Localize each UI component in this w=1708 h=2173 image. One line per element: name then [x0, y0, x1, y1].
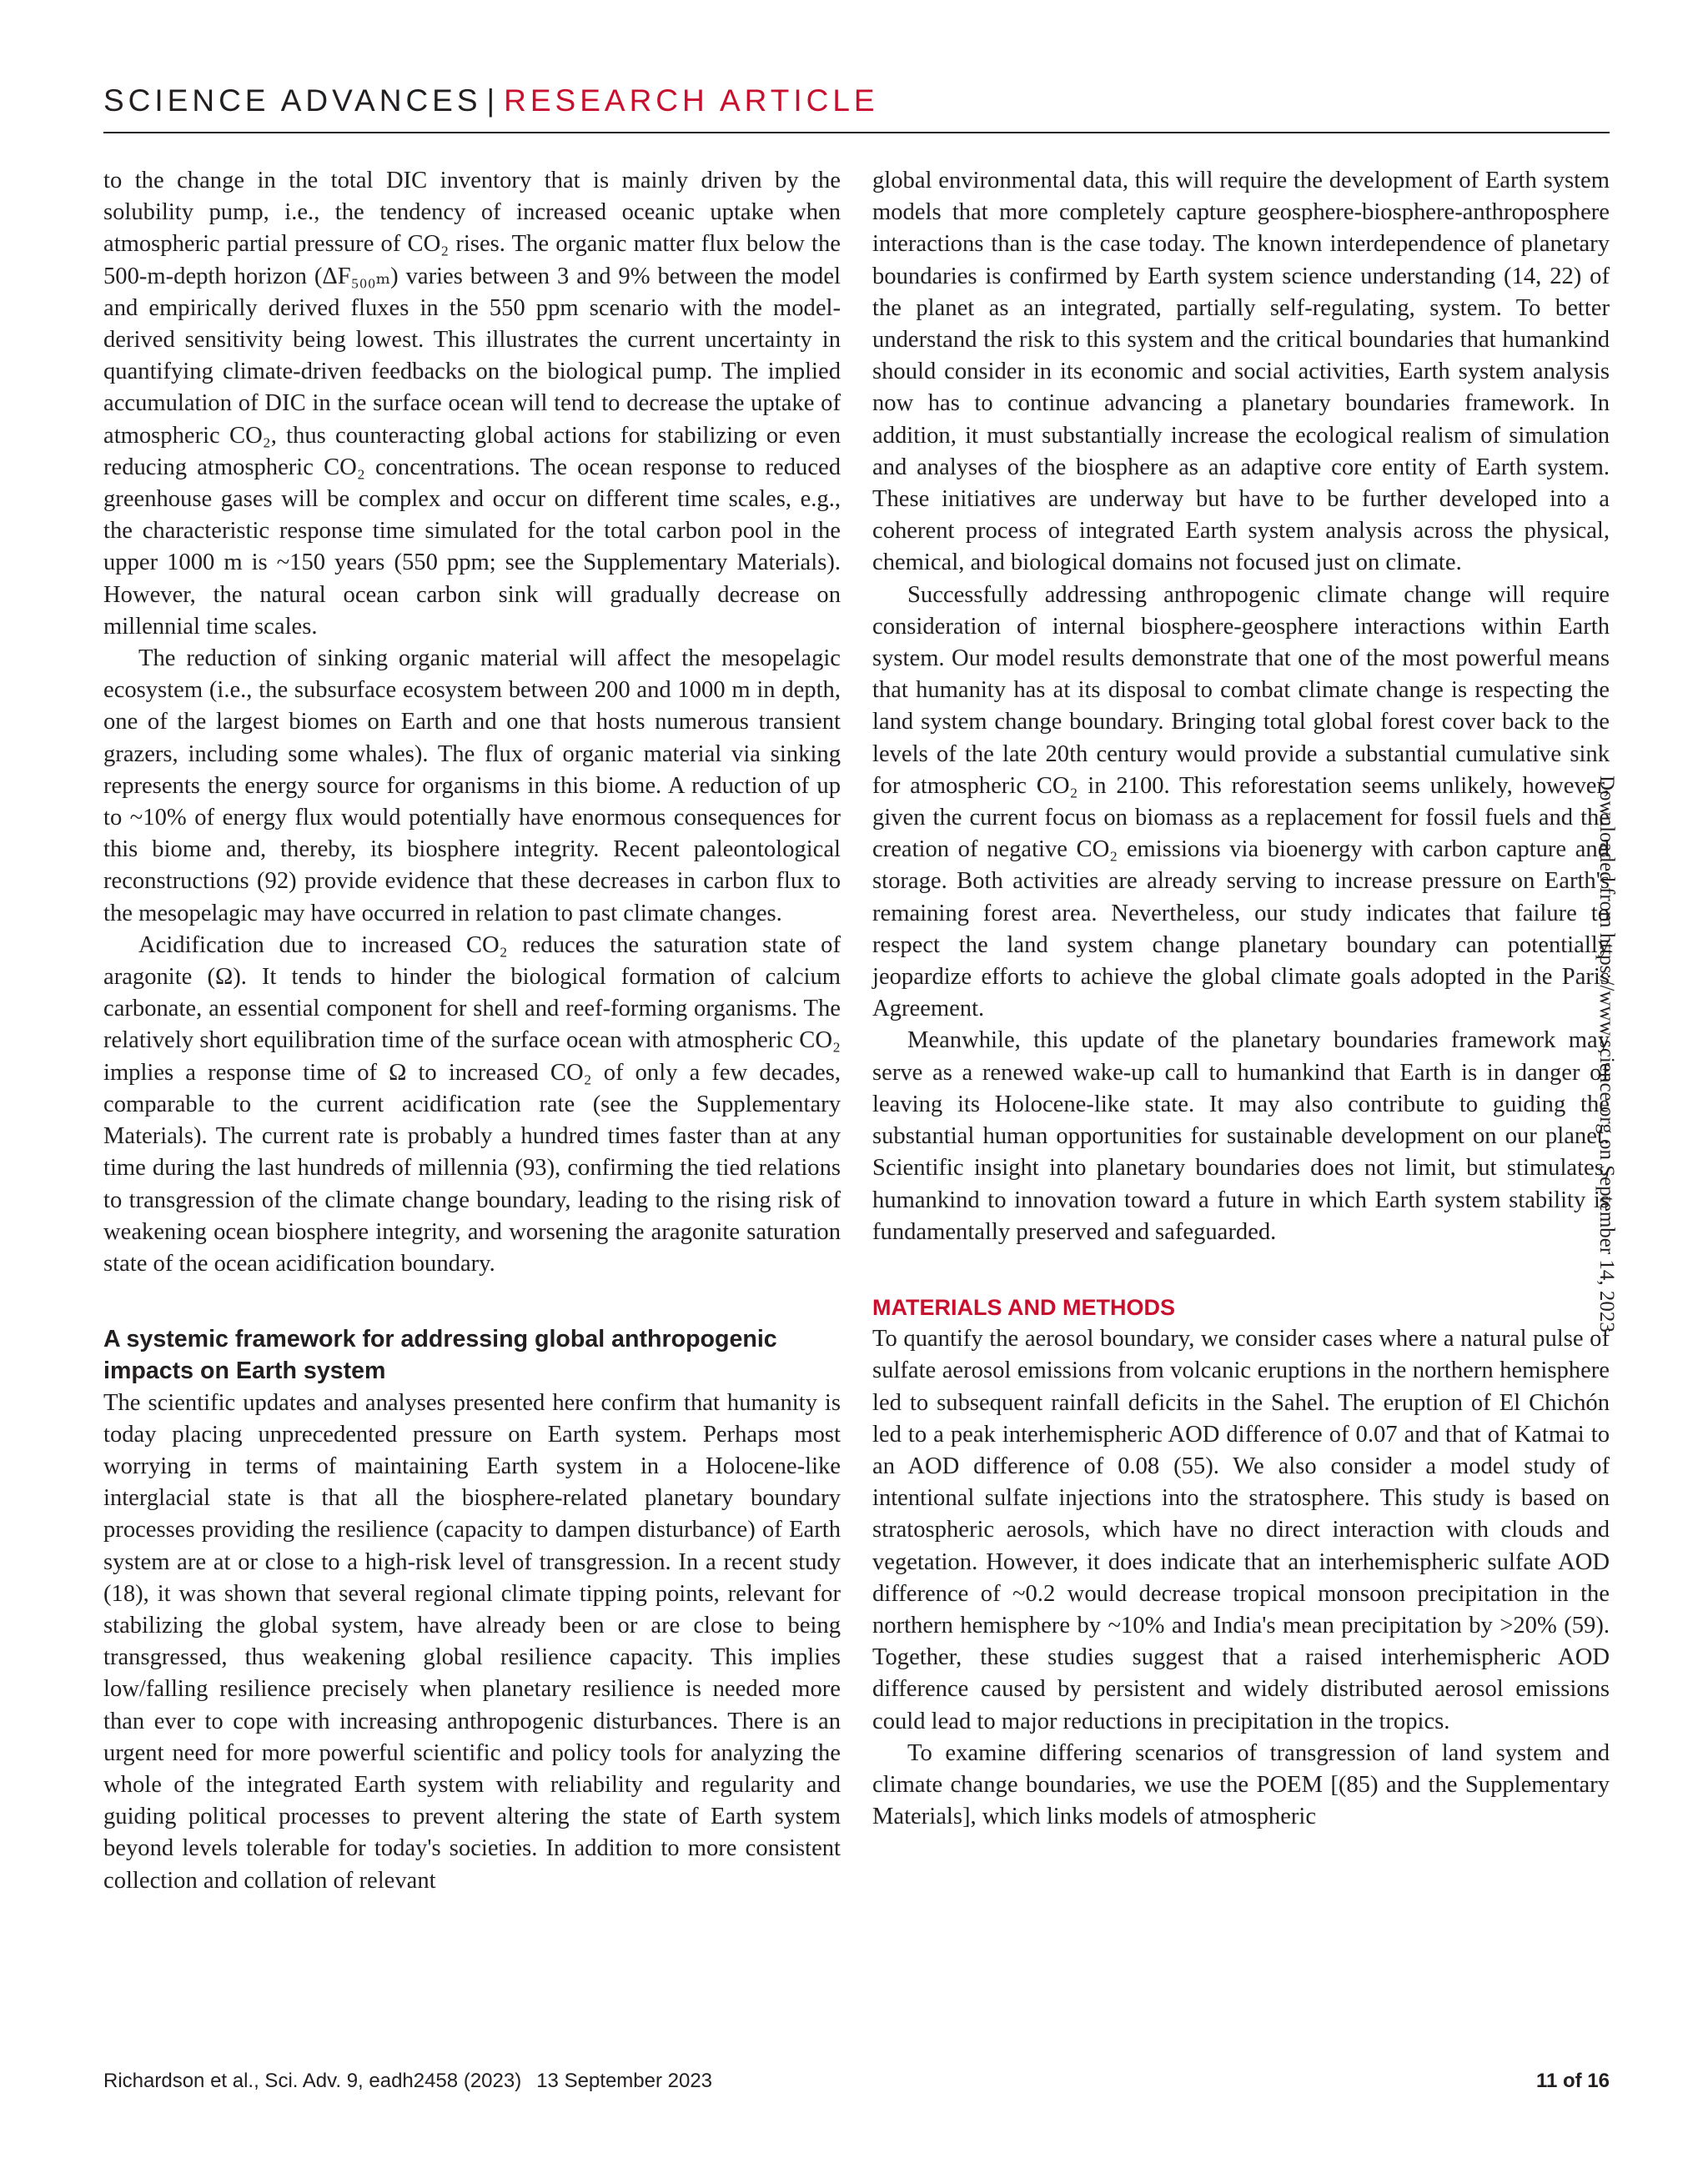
journal-name: SCIENCE ADVANCES	[103, 83, 482, 118]
footer-citation-line	[103, 2065, 712, 2098]
right-paragraph-4: To quantify the aerosol boundary, we consider cases where a natural pulse of sulfate aerosol emissions from volcanic eruptions in the northern hemisphere led to subsequent rainfall deficits in the Sahel. The eruption of El Chichón led to a peak interhemispheric AOD difference of 0.07 and that of Katmai to an AOD difference of 0.08 (55). We also consider a model study of intentional sulfate injections into the stratosphere. This study is based on stratospheric aerosols, which have no direct interaction with clouds and vegetation. However, it does indicate that an interhemispheric sulfate AOD difference of ~0.2 would decrease tropical monsoon precipitation in the northern hemisphere by ~10% and India's mean precipitation by >20% (59). Together, these studies suggest that a raised interhemispheric AOD difference caused by persistent and widely distributed aerosol emissions could lead to major reductions in precipitation in the tropics.	[872, 1326, 1610, 1734]
page-number: 11 of 16	[1535, 2070, 1610, 2092]
page-footer	[103, 2065, 1610, 2098]
subsection-heading: A systemic framework for addressing global anthropogenic impacts on Earth system	[103, 1326, 777, 1385]
left-paragraph-4: The scientific updates and analyses presented here confirm that humanity is today placing unprecedented pressure on Earth system. Perhaps most worrying in terms of maintaining Earth system in a Holocene-like interglacial state is that all the biosphere-related planetary boundary processes providing the resilience (capacity to dampen disturbance) of Earth system are at or close to a high-risk level of transgression. In a recent study (18), it was shown that several regional climate tipping points, relevant for stabilizing the global system, have already been or are close to being transgressed, thus weakening global resilience capacity. This implies low/falling resilience precisely when planetary resilience is needed more than ever to cope with increasing anthropogenic disturbances. There is an urgent need for more powerful scientific and policy tools for analyzing the whole of the integrated Earth system with reliability and regularity and guiding political processes to prevent altering the state of Earth system beyond levels tolerable for today's societies. In addition to more consistent collection and collation of relevant	[103, 1389, 841, 1894]
left-paragraph-1: to the change in the total DIC inventory that is mainly driven by the solubility pump, i.e., the tendency of increased oceanic uptake when atmospheric partial pressure of CO₂ rises. The organic matter flux below the 500-m-depth horizon (ΔF₅₀₀ₘ) varies between 3 and 9% between the model and empirically derived fluxes in the 550 ppm scenario with the model-derived sensitivity being lowest. This illustrates the current uncertainty in quantifying climate-driven feedbacks on the biological pump. The implied accumulation of DIC in the surface ocean will tend to decrease the uptake of atmospheric CO₂, thus counteracting global actions for stabilizing or even reducing atmospheric CO₂ concentrations. The ocean response to reduced greenhouse gases will be complex and occur on different time scales, e.g., the characteristic response time simulated for the total carbon pool in the upper 1000 m is ~150 years (550 ppm; see the Supplementary Materials). However, the natural ocean carbon sink will gradually decrease on millennial time scales.	[103, 168, 841, 640]
left-paragraph-2: The reduction of sinking organic material will affect the mesopelagic ecosystem (i.e., the subsurface ecosystem between 200 and 1000 m in depth, one of the largest biomes on Earth and one that hosts numerous transient grazers, including some whales). The flux of organic material via sinking represents the energy source for organisms in this biome. A reduction of up to ~10% of energy flux would potentially have enormous consequences for this biome and, thereby, its biosphere integrity. Recent paleontological reconstructions (92) provide evidence that these decreases in carbon flux to the mesopelagic may have occurred in relation to past climate changes.	[103, 645, 841, 926]
right-paragraph-3: Meanwhile, this update of the planetary boundaries framework may serve as a renewed wake-up call to humankind that Earth is in danger of leaving its Holocene-like state. It may also contribute to guiding the substantial human opportunities for sustainable development on our planet. Scientific insight into planetary boundaries does not limit, but stimulates, humankind to innovation toward a future in which Earth system stability is fundamentally preserved and safeguarded.	[872, 1027, 1610, 1245]
article-type: RESEARCH ARTICLE	[504, 83, 879, 118]
running-header	[103, 82, 1610, 133]
header-separator: |	[486, 83, 500, 118]
materials-methods-heading: MATERIALS AND METHODS	[872, 1294, 1175, 1320]
right-paragraph-2: Successfully addressing anthropogenic climate change will require consideration of internal biosphere-geosphere interactions within Earth system. Our model results demonstrate that one of the most powerful means that humanity has at its disposal to combat climate change is respecting the land system change boundary. Bringing total global forest cover back to the levels of the late 20th century would provide a substantial cumulative sink for atmospheric CO₂ in 2100. This reforestation seems unlikely, however, given the current focus on biomass as a replacement for fossil fuels and the creation of negative CO₂ emissions via bioenergy with carbon capture and storage. Both activities are already serving to increase pressure on Earth's remaining forest area. Nevertheless, our study indicates that failure to respect the land system change planetary boundary can potentially jeopardize efforts to achieve the global climate goals adopted in the Paris Agreement.	[872, 581, 1610, 1022]
left-column	[103, 165, 841, 1897]
right-column	[872, 165, 1610, 1833]
right-paragraph-1: global environmental data, this will require the development of Earth system models that more completely capture geosphere-biosphere-anthroposphere interactions than is the case today. The known interdependence of planetary boundaries is confirmed by Earth system science understanding (14, 22) of the planet as an integrated, partially self-regulating, system. To better understand the risk to this system and the critical boundaries that humankind should consider in its economic and social activities, Earth system analysis now has to continue advancing a planetary boundaries framework. In addition, it must substantially increase the ecological realism of simulation and analyses of the biosphere as an adaptive core entity of Earth system. These initiatives are underway but have to be further developed into a coherent process of integrated Earth system analysis across the physical, chemical, and biological domains not focused just on climate.	[872, 168, 1610, 576]
footer-citation: Richardson et al., Sci. Adv. 9, eadh2458 (2023)	[103, 2070, 522, 2092]
left-paragraph-3: Acidification due to increased CO₂ reduces the saturation state of aragonite (Ω). It tends to hinder the biological formation of calcium carbonate, an essential component for shell and reef-forming organisms. The relatively short equilibration time of the surface ocean with atmospheric CO₂ implies a response time of Ω to increased CO₂ of only a few decades, comparable to the current acidification rate (see the Supplementary Materials). The current rate is probably a hundred times faster than at any time during the last hundreds of millennia (93), confirming the tied relations to transgression of the climate change boundary, leading to the rising risk of weakening ocean biosphere integrity, and worsening the aragonite saturation state of the ocean acidification boundary.	[103, 931, 841, 1277]
download-note: Downloaded from https://www.science.org on September 14, 2023	[1595, 775, 1618, 1332]
right-paragraph-5: To examine differing scenarios of transgression of land system and climate change boundaries, we use the POEM [(85) and the Supplementary Materials], which links models of atmospheric	[872, 1739, 1610, 1830]
footer-date: 13 September 2023	[536, 2070, 713, 2092]
